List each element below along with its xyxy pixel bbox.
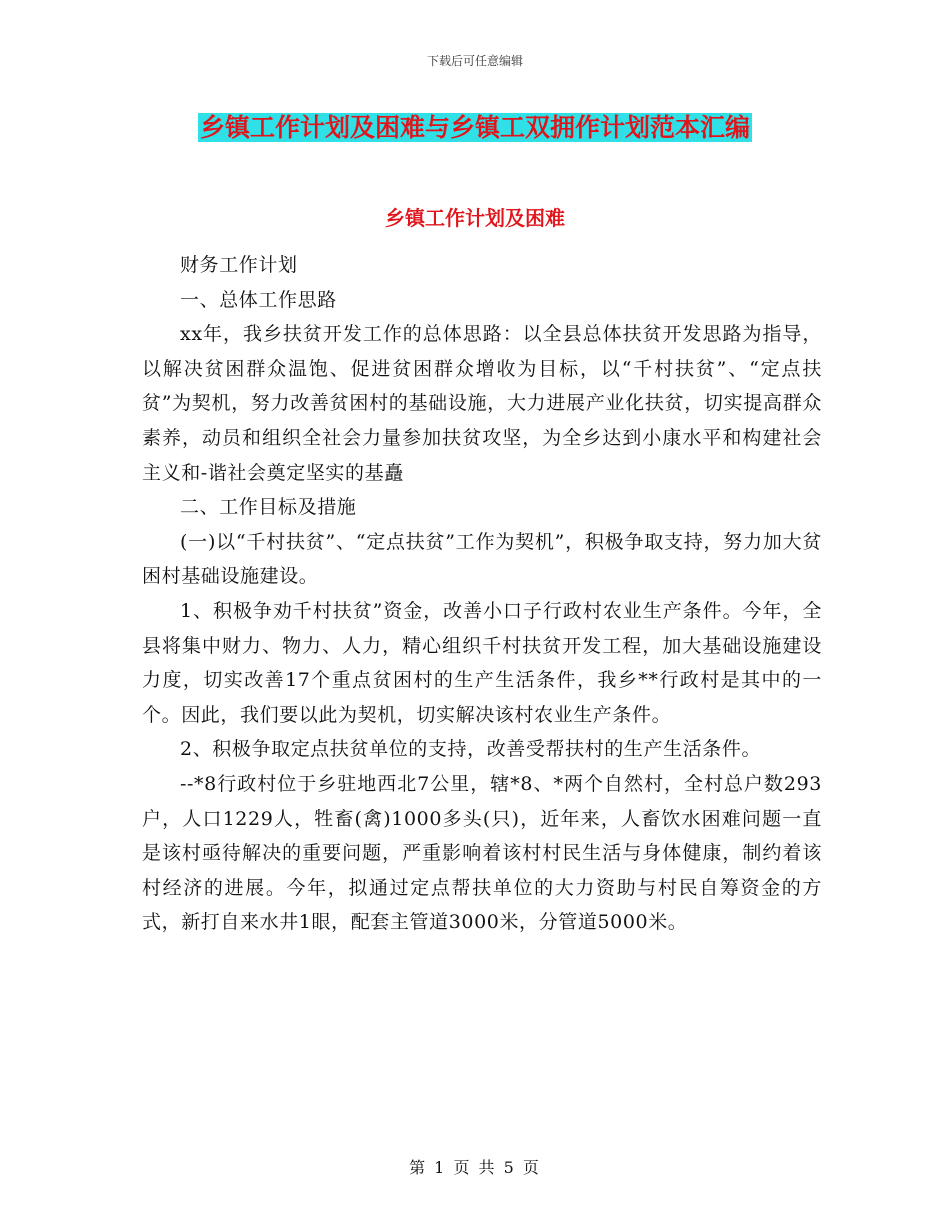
header-note: 下载后可任意编辑: [426, 54, 523, 68]
heading-goals-measures: 二、工作目标及措施: [180, 496, 357, 519]
paragraph-item-one: 1、积极争劝千村扶贫”资金，改善小口子行政村农业生产条件。今年，全县将集中财力、物力、人力，精心组织千村扶贫开发工程，加大基础设施建设力度，切实改善17个重点贫困村的生产生活条件，我乡**行政村是其中的一个。因此，我们要以此为契机，切实解决该村农业生产条件。: [142, 599, 822, 726]
paragraph-overall-approach: xx年，我乡扶贫开发工作的总体思路：以全县总体扶贫开发思路为指导，以解决贫困群众温饱、促进贫困群众增收为目标，以“千村扶贫”、“定点扶贫”为契机，努力改善贫困村的基础设施，大力进展产业化扶贫，切实提高群众素养，动员和组织全社会力量参加扶贫攻坚，为全乡达到小康水平和构建社会主义和-谐社会奠定坚实的基矗: [142, 323, 822, 484]
document-title-text: 乡镇工作计划及困难与乡镇工双拥作计划范本汇编: [199, 113, 750, 142]
paragraph-finance-plan: 财务工作计划: [180, 254, 298, 276]
paragraph-village-details: --*8行政村位于乡驻地西北7公里，辖*8、*两个自然村，全村总户数293户，人口1229人，牲畜(禽)1000多头(只)，近年来，人畜饮水困难问题一直是该村亟待解决的重要问题，严重影响着该村村民生活与身体健康，制约着该村经济的进展。今年，拟通过定点帮扶单位的大力资助与村民自筹资金的方式，新打自来水井1眼，配套主管道3000米，分管道5000米。: [142, 772, 822, 934]
heading-overall-approach: 一、总体工作思路: [180, 288, 337, 311]
page-footer: 第 1 页 共 5 页: [409, 1158, 541, 1177]
paragraph-goal-one: (一)以“千村扶贫”、“定点扶贫”工作为契机”，积极争取支持，努力加大贫困村基础设施建设。: [142, 530, 822, 588]
paragraph-item-two: 2、积极争取定点扶贫单位的支持，改善受帮扶村的生产生活条件。: [180, 738, 762, 761]
document-body: [142, 248, 822, 940]
section-title: 乡镇工作计划及困难: [385, 206, 565, 230]
document-title: [0, 112, 950, 144]
